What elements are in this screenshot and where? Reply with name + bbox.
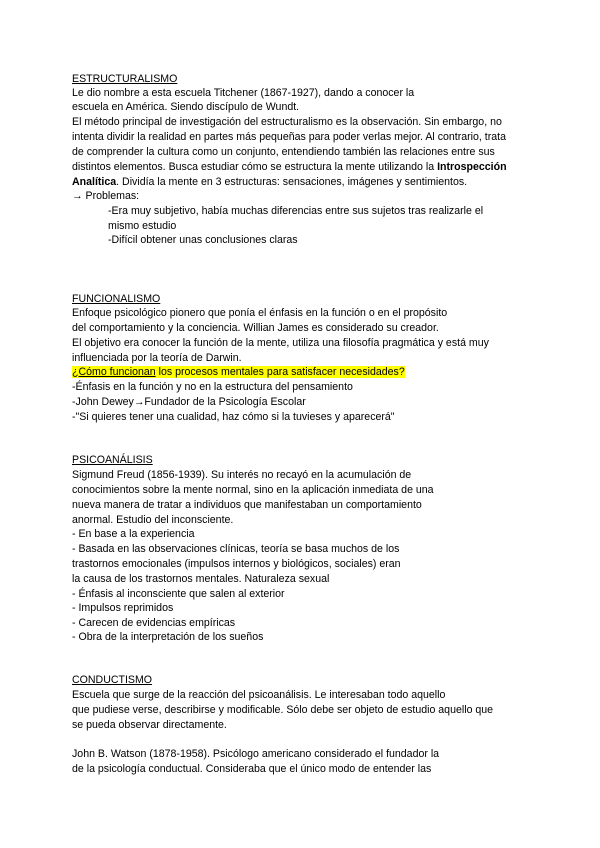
paragraph-line: influenciada por la teoría de Darwin. [72, 352, 242, 364]
paragraph-line: se pueda observar directamente. [72, 719, 227, 731]
paragraph-line: Escuela que surge de la reacción del psicoanálisis. Le interesaban todo aquello [72, 689, 446, 701]
list-item: - Carecen de evidencias empíricas [72, 617, 236, 629]
section-heading: FUNCIONALISMO [72, 293, 161, 305]
paragraph-line: conocimientos sobre la mente normal, sino en la aplicación inmediata de una [72, 484, 434, 496]
paragraph-line: anormal. Estudio del inconsciente. [72, 514, 234, 526]
bold-term: Introspección [437, 161, 507, 173]
text-run: los procesos mentales para satisfacer necesidades? [155, 366, 405, 378]
paragraph-line: Le dio nombre a esta escuela Titchener (1867-1927), dando a conocer la [72, 87, 415, 99]
underlined-term: Cómo funcionan [78, 366, 156, 378]
paragraph-line: Enfoque psicológico pionero que ponía el énfasis en la función o en el propósito [72, 307, 448, 319]
paragraph-line: El objetivo era conocer la función de la mente, utiliza una filosofía pragmática y está muy [72, 337, 489, 349]
list-item: - Basada en las observaciones clínicas, teoría se basa muchos de los [72, 543, 400, 555]
paragraph-line: del comportamiento y la conciencia. Willian James es considerado su creador. [72, 322, 439, 334]
list-item: -John Dewey→Fundador de la Psicología Escolar [72, 396, 306, 408]
paragraph-line [72, 175, 467, 189]
list-item: - Impulsos reprimidos [72, 602, 174, 614]
paragraph-line: que pudiese verse, describirse y modificable. Sólo debe ser objeto de estudio aquello que [72, 704, 494, 716]
list-item: - Énfasis al inconsciente que salen al exterior [72, 588, 285, 600]
list-item: -Era muy subjetivo, había muchas diferencias entre sus sujetos tras realizarle el [108, 205, 484, 217]
text-run: . Dividía la mente en 3 estructuras: sensaciones, imágenes y sentimientos. [116, 176, 468, 188]
text-run: ¿ [72, 366, 79, 378]
paragraph-line: nueva manera de tratar a individuos que manifestaban un comportamiento [72, 499, 422, 511]
bold-term: Analítica [72, 176, 117, 188]
paragraph-line [72, 160, 507, 174]
list-item: -Énfasis en la función y no en la estructura del pensamiento [72, 381, 353, 393]
paragraph-line: John B. Watson (1878-1958). Psicólogo americano considerado el fundador la [72, 748, 440, 760]
list-item: mismo estudio [108, 220, 177, 232]
paragraph-line: de comprender la cultura como un conjunto, entendiendo también las relaciones entre sus [72, 146, 495, 158]
paragraph-line: Sigmund Freud (1856-1939). Su interés no recayó en la acumulación de [72, 469, 412, 481]
paragraph-line: escuela en América. Siendo discípulo de Wundt. [72, 101, 300, 113]
text-run: distintos elementos. Busca estudiar cómo se estructura la mente utilizando la [72, 161, 438, 173]
list-item: - En base a la experiencia [72, 528, 195, 540]
highlighted-question [72, 365, 405, 379]
paragraph-line: El método principal de investigación del estructuralismo es la observación. Sin embargo, no [72, 116, 502, 128]
section-heading: ESTRUCTURALISMO [72, 73, 178, 85]
paragraph-line: intenta dividir la realidad en partes más pequeñas para poder verlas mejor. Al contrario, trata [72, 131, 506, 143]
problems-label: → Problemas: [72, 190, 140, 202]
list-item: -"Si quieres tener una cualidad, haz cómo si la tuvieses y aparecerá" [72, 411, 395, 423]
list-item: -Difícil obtener unas conclusiones claras [108, 234, 298, 246]
section-heading: CONDUCTISMO [72, 674, 153, 686]
paragraph-line: de la psicología conductual. Consideraba que el único modo de entender las [72, 763, 432, 775]
list-item: la causa de los trastornos mentales. Naturaleza sexual [72, 573, 330, 585]
list-item: trastornos emocionales (impulsos internos y biológicos, sociales) eran [72, 558, 401, 570]
section-heading: PSICOANÁLISIS [72, 454, 153, 466]
list-item: - Obra de la interpretación de los sueños [72, 631, 264, 643]
